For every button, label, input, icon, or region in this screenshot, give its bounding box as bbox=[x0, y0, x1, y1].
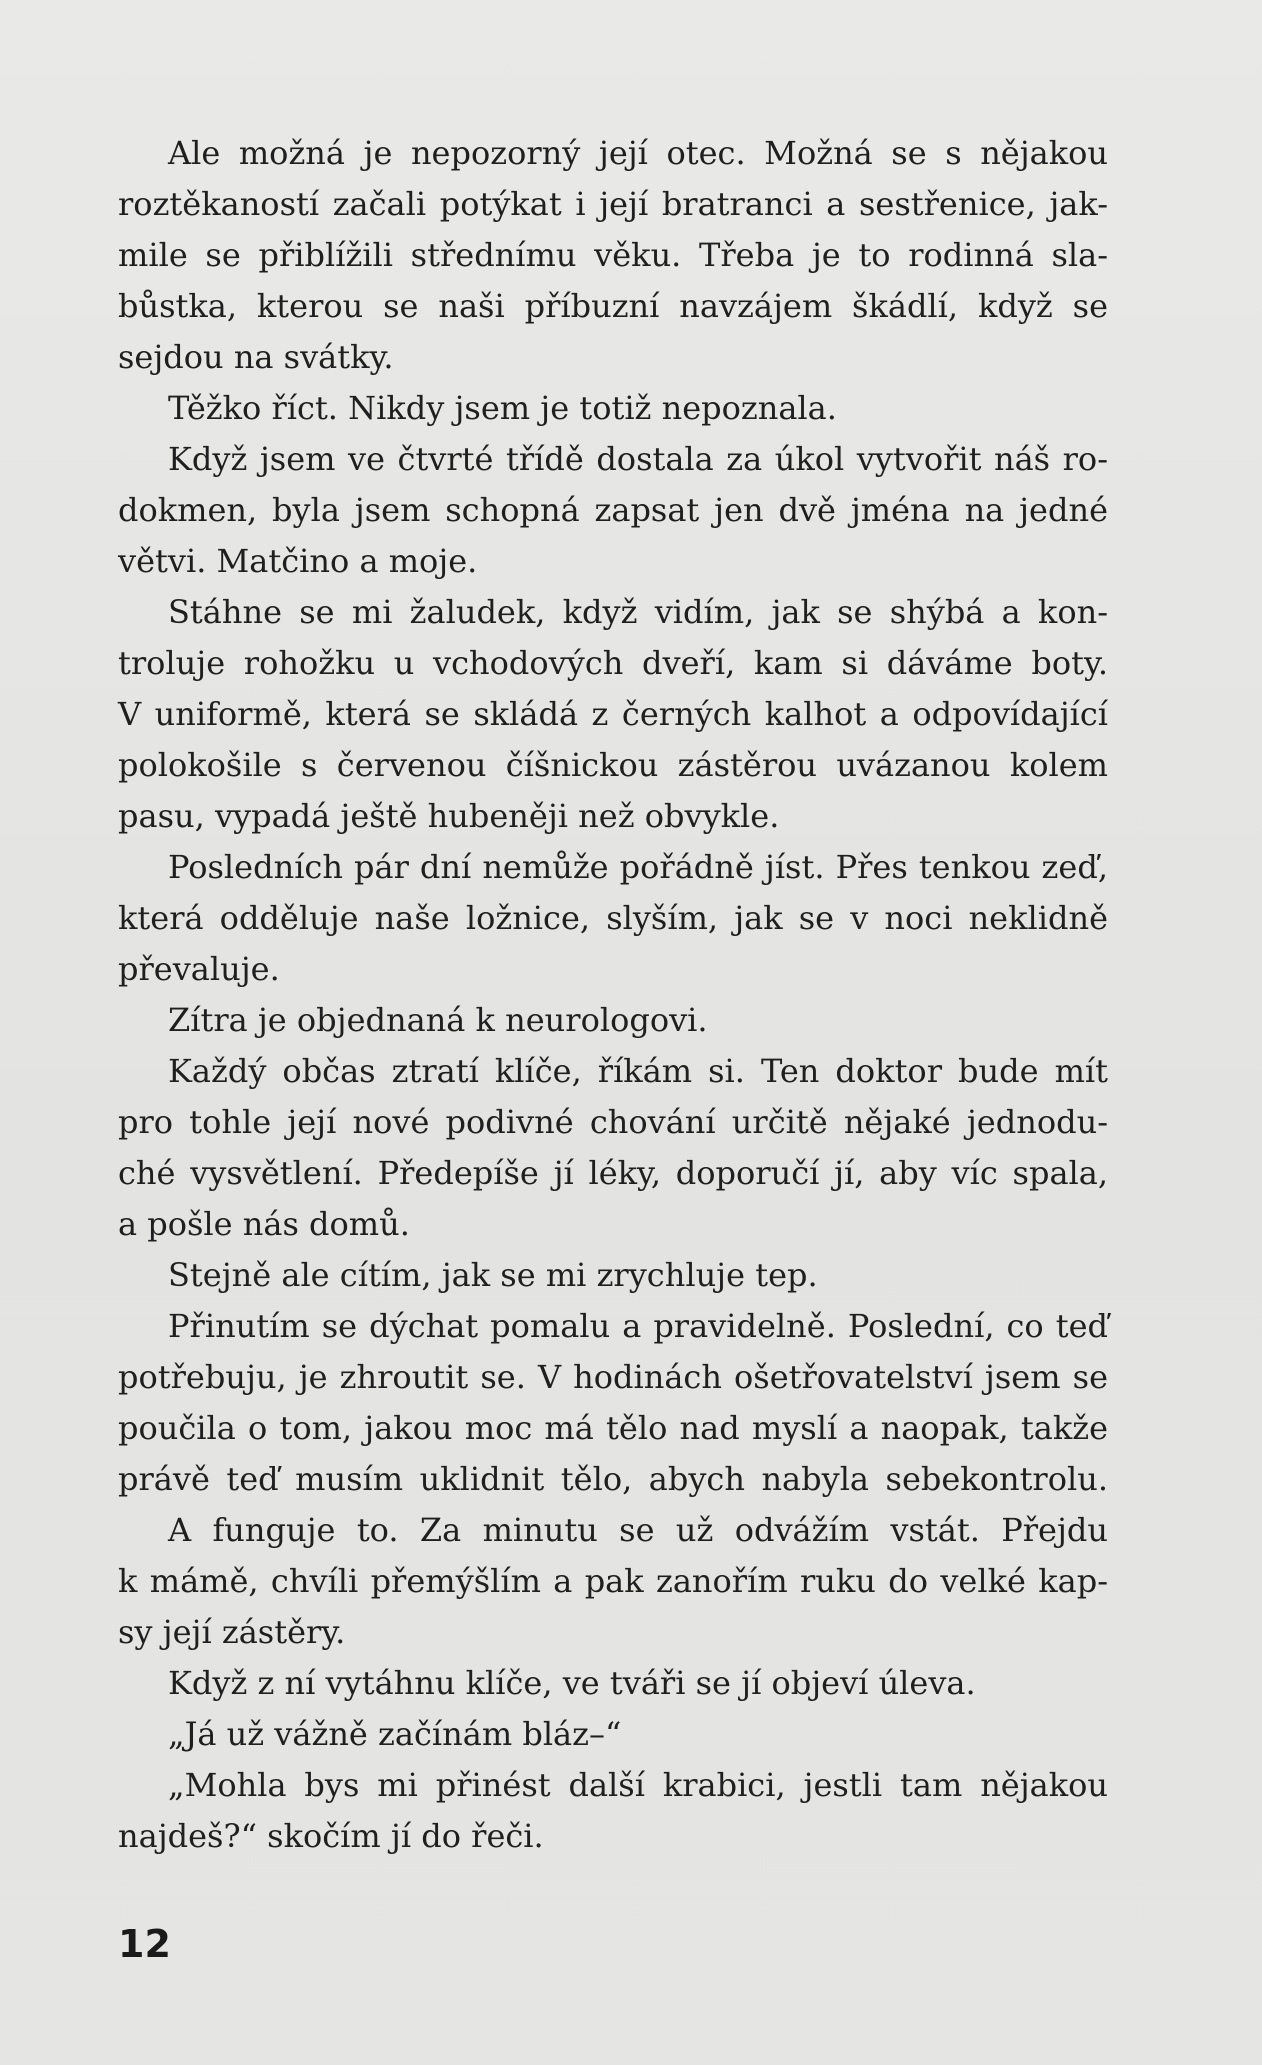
text-line: „Já už vážně začínám bláz–“ bbox=[168, 1715, 622, 1753]
text-line: Když jsem ve čtvrté třídě dostala za úkol vytvořit náš ro- bbox=[168, 440, 1108, 478]
text-line: bůstka, kterou se naši příbuzní navzájem škádlí, když se bbox=[118, 287, 1108, 325]
text-line: Stejně ale cítím, jak se mi zrychluje tep. bbox=[168, 1256, 818, 1294]
text-line: poučila o tom, jakou moc má tělo nad myslí a naopak, takže bbox=[118, 1409, 1108, 1447]
text-line: pro tohle její nové podivné chování určitě nějaké jednodu- bbox=[118, 1103, 1108, 1141]
text-line: která odděluje naše ložnice, slyším, jak se v noci neklidně bbox=[118, 899, 1108, 937]
text-line: najdeš?“ skočím jí do řeči. bbox=[118, 1817, 544, 1855]
text-line: roztěkaností začali potýkat i její bratranci a sestřenice, jak- bbox=[118, 185, 1108, 223]
text-line: Těžko říct. Nikdy jsem je totiž nepoznala. bbox=[168, 389, 837, 427]
text-line: a pošle nás domů. bbox=[118, 1205, 410, 1243]
text-line: ché vysvětlení. Předepíše jí léky, doporučí jí, aby víc spala, bbox=[118, 1154, 1108, 1192]
text-line: „Mohla bys mi přinést další krabici, jestli tam nějakou bbox=[168, 1766, 1108, 1804]
text-line: dokmen, byla jsem schopná zapsat jen dvě jména na jedné bbox=[118, 491, 1108, 529]
text-line: Zítra je objednaná k neurologovi. bbox=[168, 1001, 708, 1039]
text-line: právě teď musím uklidnit tělo, abych nabyla sebekontrolu. bbox=[118, 1460, 1108, 1498]
text-line: polokošile s červenou číšnickou zástěrou uvázanou kolem bbox=[118, 746, 1108, 784]
text-line: mile se přiblížili střednímu věku. Třeba je to rodinná sla- bbox=[118, 236, 1108, 274]
text-line: sy její zástěry. bbox=[118, 1613, 346, 1651]
text-line: Přinutím se dýchat pomalu a pravidelně. Poslední, co teď bbox=[168, 1307, 1108, 1345]
text-line: V uniformě, která se skládá z černých kalhot a odpovídající bbox=[118, 695, 1108, 733]
text-line: troluje rohožku u vchodových dveří, kam si dáváme boty. bbox=[118, 644, 1108, 682]
text-line: k mámě, chvíli přemýšlím a pak zanořím ruku do velké kap- bbox=[118, 1562, 1108, 1600]
text-line: Stáhne se mi žaludek, když vidím, jak se shýbá a kon- bbox=[168, 593, 1108, 631]
text-line: A funguje to. Za minutu se už odvážím vstát. Přejdu bbox=[168, 1511, 1108, 1549]
text-line: Posledních pár dní nemůže pořádně jíst. Přes tenkou zeď, bbox=[168, 848, 1108, 886]
text-line: potřebuju, je zhroutit se. V hodinách ošetřovatelství jsem se bbox=[118, 1358, 1108, 1396]
text-line: Ale možná je nepozorný její otec. Možná se s nějakou bbox=[168, 134, 1108, 172]
text-line: převaluje. bbox=[118, 950, 280, 988]
text-line: větvi. Matčino a moje. bbox=[118, 542, 478, 580]
body-text bbox=[118, 128, 1108, 1862]
page-number: 12 bbox=[118, 1922, 171, 1966]
text-line: pasu, vypadá ještě hubeněji než obvykle. bbox=[118, 797, 780, 835]
text-line: Když z ní vytáhnu klíče, ve tváři se jí objeví úleva. bbox=[168, 1664, 976, 1702]
text-line: Každý občas ztratí klíče, říkám si. Ten doktor bude mít bbox=[168, 1052, 1108, 1090]
text-line: sejdou na svátky. bbox=[118, 338, 394, 376]
